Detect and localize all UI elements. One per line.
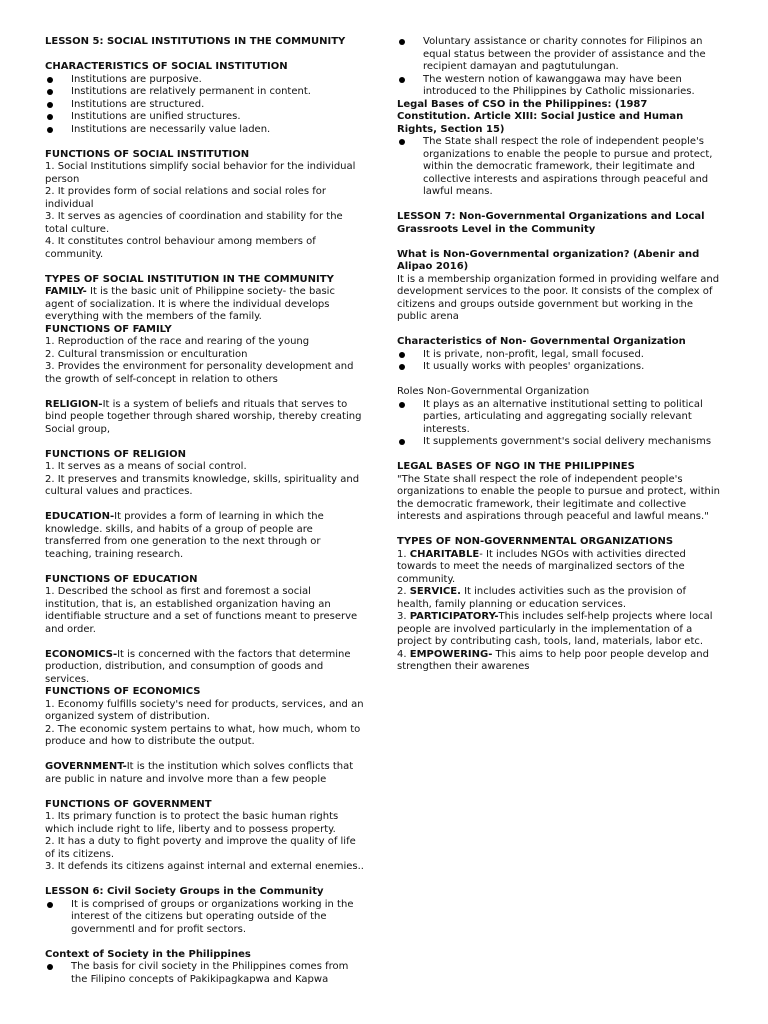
lesson6-list — [45, 899, 365, 937]
list-item: 1. Economy fulfills society's need for products, services, and an organized system of distribution. — [45, 698, 364, 722]
characteristics-section — [45, 61, 365, 136]
legal-ngo-heading: LEGAL BASES OF NGO IN THE PHILIPPINES — [397, 461, 635, 472]
roles-ngo-list — [397, 399, 722, 449]
list-item: The western notion of kawanggawa may have been introduced to the Philippines by Catholic missionaries. — [397, 74, 722, 99]
list-item: 2. It has a duty to fight poverty and improve the quality of life of its citizens. — [45, 836, 356, 860]
legal-ngo-section — [397, 461, 722, 524]
lesson7-title: LESSON 7: Non-Governmental Organizations and Local Grassroots Level in the Community — [397, 211, 705, 235]
government-paragraph — [45, 761, 365, 786]
ngo-type-number: 2. — [397, 586, 410, 597]
religion-paragraph — [45, 399, 365, 437]
legal-ngo-text: "The State shall respect the role of independent people's organizations to enable the people to pursue and protect, within the democratic framework, their legitimate and collective interests and aspirations through peaceful and lawful means." — [397, 473, 720, 522]
types-ngo-section — [397, 536, 722, 674]
what-ngo-text: It is a membership organization formed in providing welfare and development services to the poor. It consists of the complex of citizens and groups outside government but working in the public arena — [397, 273, 720, 322]
legal-cso-section — [397, 99, 722, 199]
ngo-type-item — [397, 611, 722, 649]
context-list — [45, 961, 365, 986]
lesson6-title: LESSON 6: Civil Society Groups in the Community — [45, 886, 324, 897]
types-heading: TYPES OF SOCIAL INSTITUTION IN THE COMMUNITY — [45, 273, 334, 285]
list-item: 2. It preserves and transmits knowledge, skills, spirituality and cultural values and practices. — [45, 473, 360, 497]
right-column — [397, 36, 722, 674]
list-item: It usually works with peoples' organizations. — [397, 361, 722, 374]
list-item: 4. It constitutes control behaviour among members of community. — [45, 236, 316, 260]
ngo-type-item — [397, 549, 722, 587]
ngo-type-number: 4. — [397, 648, 410, 660]
functions-si-heading: FUNCTIONS OF SOCIAL INSTITUTION — [45, 148, 250, 160]
family-text: It is the basic unit of Philippine society- the basic agent of socialization. It is where the individual develops everything with the members of the family. — [45, 286, 335, 322]
education-paragraph — [45, 511, 365, 561]
characteristics-list — [45, 74, 365, 137]
list-item: It plays as an alternative institutional setting to political parties, articulating and aggregating socially relevant interests. — [397, 399, 722, 437]
list-item: Institutions are necessarily value laden. — [45, 124, 365, 137]
list-item: 1. Described the school as first and foremost a social institution, that is, an established organization having an identifiable structure and a set of functions meant to preserve and order. — [45, 586, 358, 635]
list-item: It is comprised of groups or organizations working in the interest of the citizens but operating outside of the governmentl and for profit sectors. — [45, 899, 365, 937]
family-label: FAMILY- — [45, 286, 87, 297]
list-item: 1. Reproduction of the race and rearing of the young — [45, 336, 310, 347]
economics-text: It is concerned with the factors that determine production, distribution, and consumption of goods and services. — [45, 648, 351, 685]
religion-section — [45, 399, 365, 437]
list-item: The State shall respect the role of independent people's organizations to enable the people to pursue and protect, within the democratic framework, their legitimate and collective interests and aspirations through peaceful and lawful means. — [397, 136, 722, 199]
char-ngo-list — [397, 349, 722, 374]
ngo-type-text: - It includes NGOs with activities directed towards to meet the needs of marginalized sectors of the community. — [397, 548, 686, 585]
types-section — [45, 274, 365, 387]
religion-text: It is a system of beliefs and rituals that serves to bind people together through shared worship, thereby creating Social group, — [45, 398, 362, 435]
education-label: EDUCATION- — [45, 511, 115, 522]
context-section — [45, 949, 365, 987]
list-item: 3. It serves as agencies of coordination and stability for the total culture. — [45, 211, 343, 235]
ngo-type-text: This includes self-help projects where local people are involved particularly in the implementation of a project by contributing cash, tools, land, materials, labor etc. — [397, 611, 713, 647]
legal-cso-list — [397, 136, 722, 199]
list-item: Institutions are unified structures. — [45, 111, 365, 124]
religion-functions-section — [45, 449, 365, 499]
list-item: Institutions are structured. — [45, 99, 365, 112]
economics-section — [45, 649, 365, 749]
economics-paragraph — [45, 649, 365, 687]
religion-functions-heading: FUNCTIONS OF RELIGION — [45, 448, 186, 460]
list-item: Voluntary assistance or charity connotes for Filipinos an equal status between the provider of assistance and the recipient damayan and pagtutulungan. — [397, 36, 722, 74]
ngo-type-label: EMPOWERING- — [409, 648, 493, 660]
roles-ngo-section — [397, 386, 722, 449]
education-functions-section — [45, 574, 365, 637]
list-item: It supplements government's social delivery mechanisms — [397, 436, 722, 449]
education-functions-heading: FUNCTIONS OF EDUCATION — [45, 573, 198, 585]
government-section — [45, 761, 365, 786]
lesson7-section — [397, 211, 722, 236]
ngo-type-item — [397, 649, 722, 674]
list-item: 1. It serves as a means of social control. — [45, 461, 247, 472]
lesson5-title: LESSON 5: SOCIAL INSTITUTIONS IN THE COMMUNITY — [45, 36, 346, 47]
education-text: It provides a form of learning in which the knowledge. skills, and habits of a group of people are transferred from one generation to the next through or teaching, training research. — [45, 511, 324, 560]
list-item: 3. It defends its citizens against internal and external enemies.. — [45, 861, 364, 872]
list-item: 2. It provides form of social relations and social roles for individual — [45, 186, 326, 210]
ngo-type-number: 3. — [397, 611, 410, 622]
list-item: The basis for civil society in the Philippines comes from the Filipino concepts of Pakikipagkapwa and Kapwa — [45, 961, 365, 986]
left-column — [45, 36, 365, 986]
government-text: It is the institution which solves conflicts that are public in nature and involve more than a few people — [45, 761, 354, 785]
char-ngo-section — [397, 336, 722, 374]
government-label: GOVERNMENT- — [45, 761, 127, 772]
economics-label: ECONOMICS- — [45, 648, 118, 660]
functions-social-institution-section — [45, 149, 365, 262]
ngo-type-text: It includes activities such as the provision of health, family planning or education services. — [397, 586, 686, 610]
lesson5-title-block — [45, 36, 365, 49]
ngo-type-number: 1. — [397, 548, 410, 560]
ngo-type-label: SERVICE. — [409, 586, 461, 597]
list-item: Institutions are purposive. — [45, 74, 365, 87]
economics-functions-heading: FUNCTIONS OF ECONOMICS — [45, 686, 201, 697]
family-paragraph — [45, 286, 365, 324]
char-ngo-heading: Characteristics of Non- Governmental Organization — [397, 336, 686, 347]
list-item: 1. Social Institutions simplify social behavior for the individual person — [45, 161, 356, 185]
ngo-type-label: CHARITABLE — [409, 548, 480, 560]
lesson6-section — [45, 886, 365, 936]
characteristics-heading: CHARACTERISTICS OF SOCIAL INSTITUTION — [45, 61, 288, 72]
types-ngo-heading: TYPES OF NON-GOVERNMENTAL ORGANIZATIONS — [397, 536, 674, 547]
context-heading: Context of Society in the Philippines — [45, 948, 251, 960]
list-item: 1. Its primary function is to protect the basic human rights which include right to life, liberty and to possess property. — [45, 811, 339, 835]
roles-ngo-heading: Roles Non-Governmental Organization — [397, 386, 590, 397]
list-item: 2. Cultural transmission or enculturation — [45, 348, 248, 360]
government-functions-heading: FUNCTIONS OF GOVERNMENT — [45, 798, 212, 810]
kapwa-list — [397, 36, 722, 99]
list-item: Institutions are relatively permanent in content. — [45, 86, 365, 99]
what-ngo-heading: What is Non-Governmental organization? (Abenir and Alipao 2016) — [397, 248, 700, 272]
religion-label: RELIGION- — [45, 398, 103, 410]
list-item: 2. The economic system pertains to what, how much, whom to produce and how to distribute the output. — [45, 723, 361, 747]
ngo-type-text: This aims to help poor people develop and strengthen their awarenes — [397, 648, 709, 672]
ngo-type-item — [397, 586, 722, 611]
what-ngo-section — [397, 249, 722, 324]
legal-cso-heading: Legal Bases of CSO in the Philippines: (1987 Constitution. Article XIII: Social Justice and Human Rights, Section 15) — [397, 98, 684, 135]
ngo-type-label: PARTICIPATORY- — [409, 611, 499, 622]
family-functions-heading: FUNCTIONS OF FAMILY — [45, 323, 172, 335]
list-item: 3. Provides the environment for personality development and the growth of self-concept in relation to others — [45, 361, 354, 385]
education-section — [45, 511, 365, 561]
government-functions-section — [45, 799, 365, 874]
list-item: It is private, non-profit, legal, small focused. — [397, 349, 722, 362]
